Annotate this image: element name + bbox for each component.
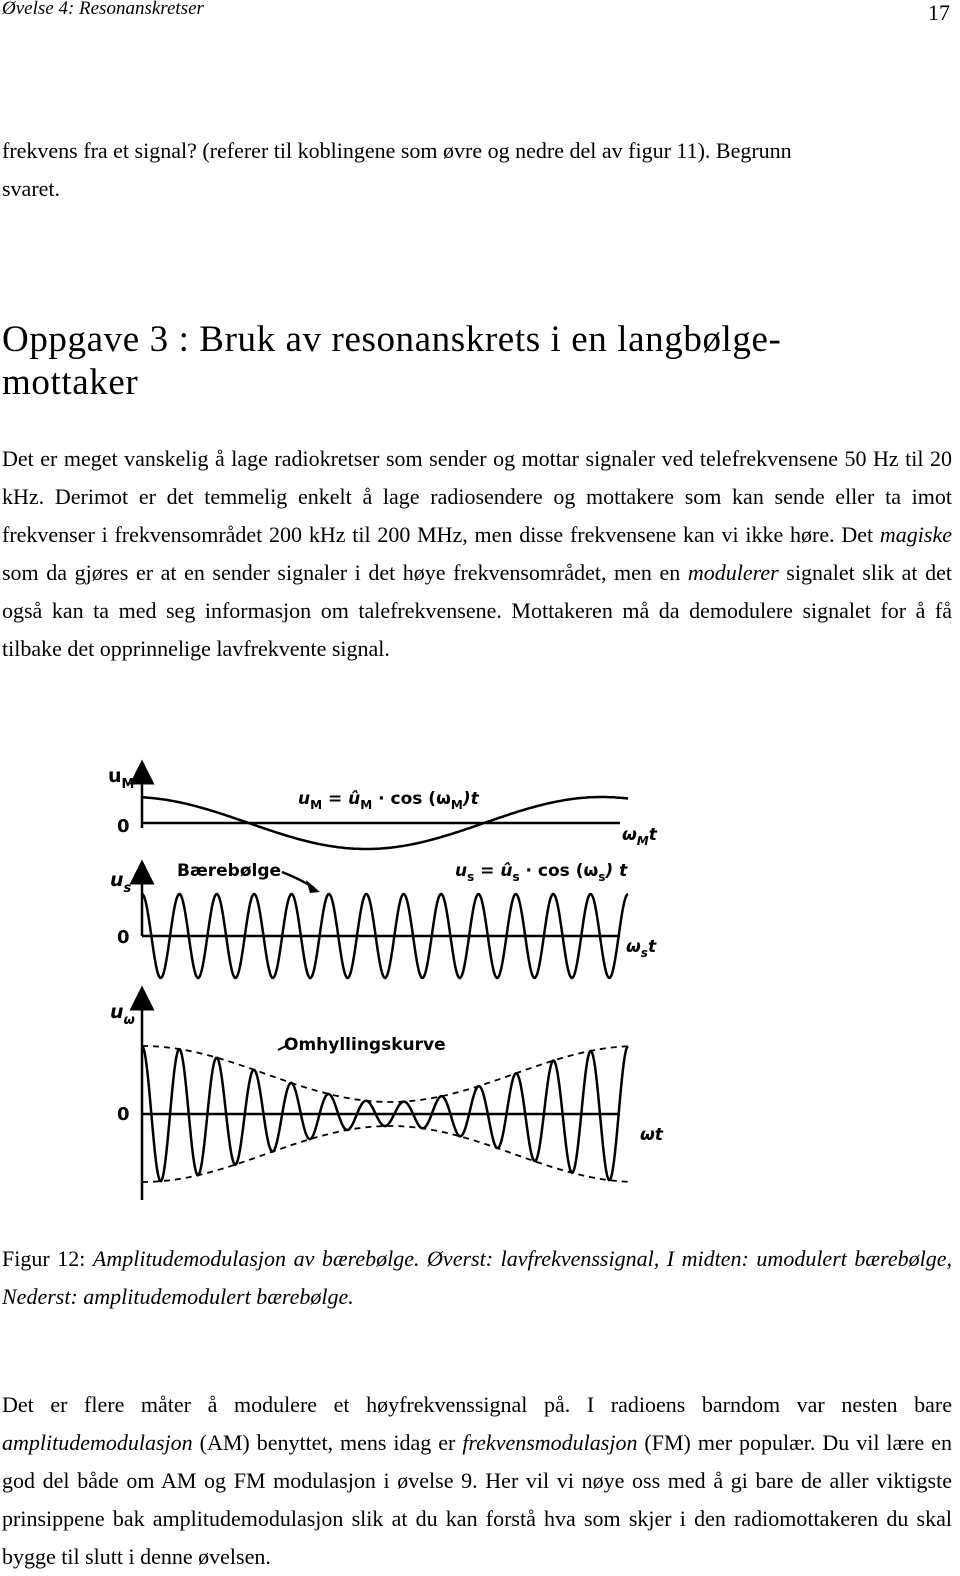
para2-text-3: (FM) mer populær. Du vil lære en god del både om AM og FM modulasjon i øvelse 9. Her vil vi nøye oss med å gi bare de aller viktigste prinsippene bak amplitudemodulasjon slik at du kan forstå hva som skjer i den radiomottakeren du skal bygge til slutt i denne øvelsen. — [2, 1430, 952, 1569]
body-paragraph-1 — [2, 440, 952, 668]
top-x-label: $\omega_Mt$ — [622, 825, 657, 848]
para1-text-2: som da gjøres er at en sender signaler i det høye frekvensområdet, men en — [2, 560, 688, 585]
running-header-title: Øvelse 4: Resonanskretser — [2, 0, 204, 19]
top-formula: $u_M$ = $û_M \cdot \cos (\omega_M)t$ — [298, 789, 479, 812]
carrier-panel — [110, 861, 657, 978]
top-zero-label: 0 — [117, 816, 130, 837]
carrier-pointer-head — [306, 880, 320, 893]
page-number: 17 — [928, 0, 950, 25]
middle-axis-label: $u_s$ — [110, 869, 132, 896]
section-heading-line-2: mottaker — [2, 362, 139, 403]
figure-caption-text: Amplitudemodulasjon av bærebølge. Øverst: lavfrekvenssignal, I midten: umodulert bærebølge, Nederst: amplitudemodulert bærebølge. — [2, 1246, 952, 1309]
figure-caption-lead: Figur 12: — [2, 1246, 93, 1271]
para1-emphasis-modulerer: modulerer — [687, 560, 779, 585]
section-heading-line-1: Oppgave 3 : Bruk av resonanskrets i en langbølge- — [2, 319, 782, 360]
middle-formula: $u_s$ = $û_s \cdot \cos (\omega_s)$ t — [455, 861, 628, 884]
para2-emphasis-am: amplitudemodulasjon — [2, 1430, 193, 1455]
para2-text-2: (AM) benyttet, mens idag er — [192, 1430, 463, 1455]
modulating-signal-panel — [108, 765, 658, 849]
modulation-figure — [70, 730, 710, 1230]
envelope-lower — [142, 1126, 628, 1182]
modulation-figure-svg — [70, 730, 710, 1230]
para2-emphasis-fm: frekvensmodulasjon — [462, 1430, 638, 1455]
body-paragraph-2 — [2, 1386, 952, 1576]
middle-zero-label: 0 — [117, 927, 130, 948]
section-heading — [2, 318, 952, 404]
bottom-zero-label: 0 — [117, 1104, 130, 1125]
intro-line-2: svaret. — [2, 176, 61, 201]
bottom-x-label: ωt — [640, 1125, 663, 1145]
para1-text-3: signalet slik at det også kan ta med seg informasjon om talefrekvensene. Mottakeren må da demodulere signalet for å få tilbake det opprinnelige lavfrekvente signal. — [2, 560, 952, 661]
bottom-axis-label: $u_\omega$ — [110, 1001, 135, 1028]
para1-text-1: Det er meget vanskelig å lage radiokretser som sender og mottar signaler ved telefrekvensene 50 Hz til 20 kHz. Derimot er det temmelig enkelt å lage radiosendere og mottakere som kan sende eller ta imot frekvenser i frekvensområdet 200 kHz til 200 MHz, men disse frekvensene kan vi ikke høre. Det — [2, 446, 952, 547]
intro-paragraph — [2, 132, 952, 208]
para1-emphasis-magiske: magiske — [879, 522, 952, 547]
intro-line-1: frekvens fra et signal? (referer til koblingene som øvre og nedre del av figur 11). Begrunn — [2, 138, 792, 163]
middle-x-label: $\omega_st$ — [626, 937, 657, 960]
top-axis-label: $u_M$ — [108, 765, 135, 792]
carrier-label: Bærebølge — [177, 861, 282, 881]
envelope-label: Omhyllingskurve — [284, 1035, 446, 1055]
modulated-panel — [110, 998, 664, 1200]
para2-text-1: Det er flere måter å modulere et høyfrekvenssignal på. I radioens barndom var nesten bare — [2, 1392, 952, 1417]
figure-caption — [2, 1240, 952, 1316]
